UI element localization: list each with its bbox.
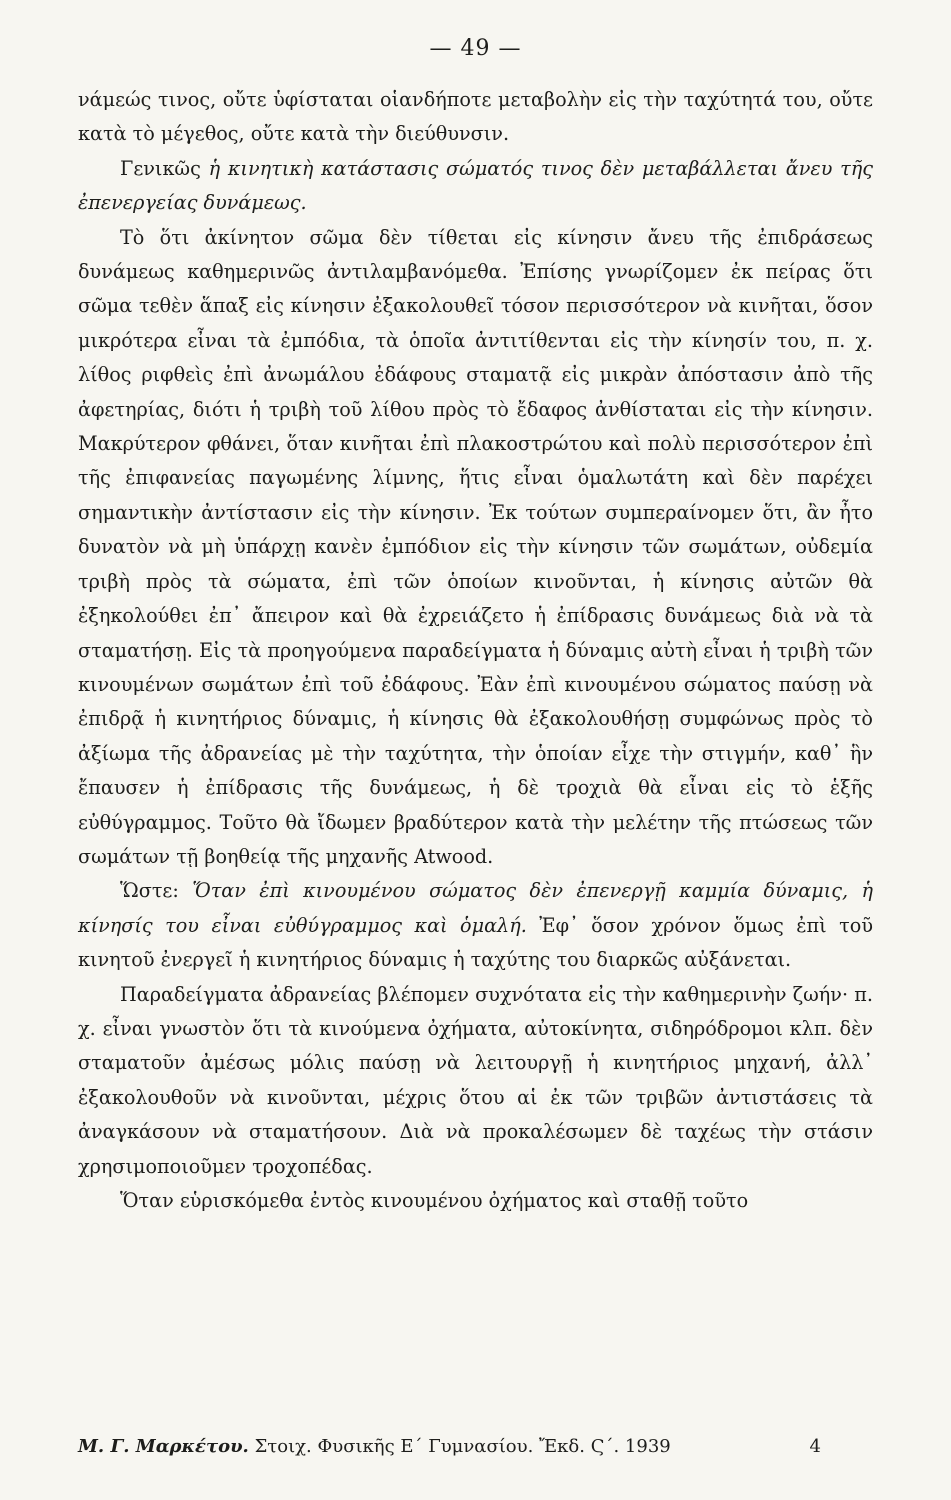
paragraph-text: Ὥστε: [120,879,193,903]
paragraph [78,152,873,221]
paragraph [78,874,873,977]
italic-text: ἡ κινητικὴ κατάστασις σώματός τινος δὲν μεταβάλλεται ἄνευ τῆς ἐπενεργείας δυνάμεως. [78,156,873,215]
footer-book-title: Στοιχ. Φυσικῆς Ε΄ Γυμνασίου. Ἔκδ. Ϛ΄. 1939 [254,1436,671,1457]
italic-text: Ὅταν ἐπὶ κινουμένου σώματος δὲν ἐπενεργῇ καμμία δύναμις, ἡ κίνησίς του εἶναι εὐθύγραμμος καὶ ὁμαλή. [78,879,873,937]
footer-left [78,1436,671,1457]
paragraph-text: Γενικῶς [120,156,209,180]
paragraph-text: νάμεώς τινος, οὔτε ὑφίσταται οἱανδήποτε μεταβολὴν εἰς τὴν ταχύτητά του, οὔτε κατὰ τὸ μέγεθος, οὔτε κατὰ τὴν διεύθυνσιν. [78,88,873,146]
paragraph [78,221,873,875]
footer-signature: 4 [809,1436,821,1457]
page-number: — 49 — [429,36,522,61]
paragraph-text: Ὅταν εὑρισκόμεθα ἐντὸς κινουμένου ὀχήματος καὶ σταθῇ τοῦτο [120,1189,749,1212]
paragraph [78,978,873,1184]
paragraph-text: Τὸ ὅτι ἀκίνητον σῶμα δὲν τίθεται εἰς κίνησιν ἄνευ τῆς ἐπιδράσεως δυνάμεως καθημερινῶς ἀντιλαμβανόμεθα. Ἐπίσης γνωρίζομεν ἐκ πείρας ὅτι σῶμα τεθὲν ἅπαξ εἰς κίνησιν ἐξακολουθεῖ τόσον περισσότερον νὰ κινῆται, ὅσον μικρότερα εἶναι τὰ ἐμπόδια, τὰ ὁποῖα ἀντιτίθενται εἰς τὴν κίνησίν του, π. χ. λίθος ριφθεὶς ἐπὶ ἀνωμάλου ἐδάφους σταματᾷ εἰς μικρὰν ἀπόστασιν ἀπὸ τῆς ἀφετηρίας, διότι ἡ τριβὴ τοῦ λίθου πρὸς τὸ ἔδαφος ἀνθίσταται εἰς τὴν κίνησιν. Μακρύτερον φθάνει, ὅταν κινῆται ἐπὶ πλακοστρώτου καὶ πολὺ περισσότερον ἐπὶ τῆς ἐπιφανείας παγωμένης λίμνης, ἥτις εἶναι ὁμαλωτάτη καὶ δὲν παρέχει σημαντικὴν ἀντίστασιν εἰς τὴν κίνησιν. Ἐκ τούτων συμπεραίνομεν ὅτι, ἂν ἦτο δυνατὸν νὰ μὴ ὑπάρχῃ κανὲν ἐμπόδιον εἰς τὴν κίνησιν τῶν σωμάτων, οὐδεμία τριβὴ πρὸς τὰ σώματα, ἐπὶ τῶν ὁποίων κινοῦνται, ἡ κίνησις αὐτῶν θὰ ἐξηκολούθει ἐπ᾿ ἄπειρον καὶ θὰ ἐχρειάζετο ἡ ἐπίδρασις δυνάμεως διὰ νὰ τὰ σταματήσῃ. Εἰς τὰ προηγούμενα παραδείγματα ἡ δύναμις αὐτὴ εἶναι ἡ τριβὴ τῶν κινουμένων σωμάτων ἐπὶ τοῦ ἐδάφους. Ἐὰν ἐπὶ κινουμένου σώματος παύσῃ νὰ ἐπιδρᾷ ἡ κινητήριος δύναμις, ἡ κίνησις θὰ ἐξακολουθήσῃ συμφώνως πρὸς τὸ ἀξίωμα τῆς ἀδρανείας μὲ τὴν ταχύτητα, τὴν ὁποίαν εἶχε τὴν στιγμήν, καθ᾿ ἣν ἔπαυσεν ἡ ἐπίδρασις τῆς δυνάμεως, ἡ δὲ τροχιὰ θὰ εἶναι εἰς τὸ ἑξῆς εὐθύγραμμος. Τοῦτο θὰ ἴδωμεν βραδύτερον κατὰ τὴν μελέτην τῆς πτώσεως τῶν σωμάτων τῇ βοηθείᾳ τῆς μηχανῆς Atwood. [78,225,873,868]
paragraph-text: Ἐφ᾿ ὅσον χρόνον ὅμως ἐπὶ τοῦ κινητοῦ ἐνεργεῖ ἡ κινητήριος δύναμις ἡ ταχύτης του διαρκῶς αὐξάνεται. [78,913,874,972]
body-text [78,83,873,1218]
paragraph [78,83,873,152]
paragraph-text: Παραδείγματα ἀδρανείας βλέπομεν συχνότατα εἰς τὴν καθημερινὴν ζωήν· π. χ. εἶναι γνωστὸν ὅτι τὰ κινούμενα ὀχήματα, αὐτοκίνητα, σιδηρόδρομοι κλπ. δὲν σταματοῦν ἀμέσως μόλις παύσῃ νὰ λειτουργῇ ἡ κινητήριος μηχανή, ἀλλ᾿ ἐξακολουθοῦν νὰ κινοῦνται, μέχρις ὅτου αἱ ἐκ τῶν τριβῶν ἀντιστάσεις τὰ ἀναγκάσουν νὰ σταματήσουν. Διὰ νὰ προκαλέσωμεν δὲ ταχέως τὴν στάσιν χρησιμοποιοῦμεν τροχοπέδας. [78,982,873,1178]
page-footer [78,1436,821,1457]
footer-author: Μ. Γ. Μαρκέτου. [78,1436,249,1457]
paragraph [78,1184,873,1218]
